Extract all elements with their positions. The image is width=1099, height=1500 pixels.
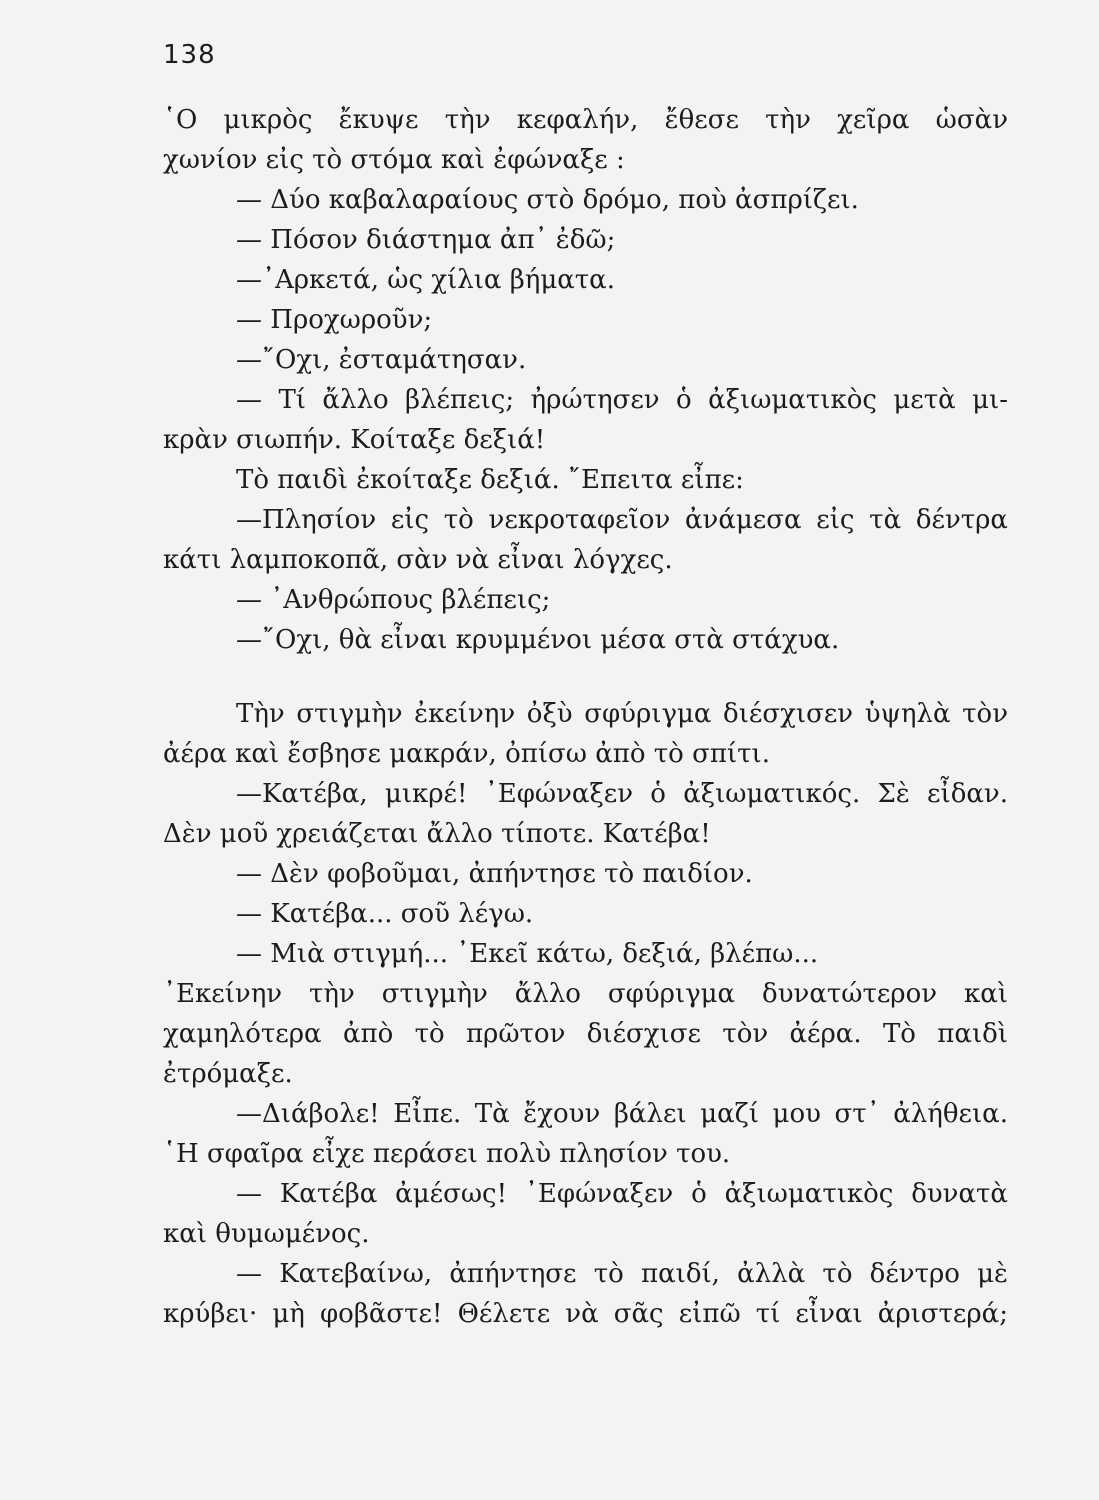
text-line: χωνίον εἰς τὸ στόμα καὶ ἐφώναξε : [163,145,625,175]
text-line: — Τί ἄλλο βλέπεις; ἠρώτησεν ὁ ἀξιωματικὸς μετὰ μι- [236,385,1008,415]
text-line: — Κατεβαίνω, ἀπήντησε τὸ παιδί, ἀλλὰ τὸ δέντρο μὲ [236,1259,1008,1289]
text-line: —῎Οχι, θὰ εἶναι κρυμμένοι μέσα στὰ στάχυα. [236,625,840,655]
text-line: —Διάβολε! Εἶπε. Τὰ ἔχουν βάλει μαζί μου στ᾽ ἀλήθεια. [236,1099,1008,1129]
text-line: ῾Η σφαῖρα εἶχε περάσει πολὺ πλησίον του. [163,1139,731,1169]
text-line: —῎Οχι, ἐσταμάτησαν. [236,345,527,375]
text-line: — Μιὰ στιγμή... ᾽Εκεῖ κάτω, δεξιά, βλέπω... [236,939,819,969]
text-line: — ᾽Ανθρώπους βλέπεις; [236,585,551,615]
text-line: Δὲν μοῦ χρειάζεται ἄλλο τίποτε. Κατέβα! [163,819,711,849]
text-line: ῾Ο μικρὸς ἔκυψε τὴν κεφαλήν, ἔθεσε τὴν χεῖρα ὡσὰν [163,105,1008,135]
text-line: — Πόσον διάστημα ἀπ᾽ ἐδῶ; [236,225,616,255]
body-text [163,100,1008,1334]
text-line: ἐτρόμαξε. [163,1059,293,1089]
text-line: ἀέρα καὶ ἔσβησε μακράν, ὀπίσω ἀπὸ τὸ σπίτι. [163,739,770,769]
text-line: —Κατέβα, μικρέ! ᾽Εφώναξεν ὁ ἀξιωματικός. Σὲ εἶδαν. [236,779,1008,809]
text-line: — Προχωροῦν; [236,305,433,335]
text-line: — Δὲν φοβοῦμαι, ἀπήντησε τὸ παιδίον. [236,859,753,889]
text-line: κρύβει· μὴ φοβᾶστε! Θέλετε νὰ σᾶς εἰπῶ τί εἶναι ἀριστερά; [163,1299,1008,1329]
text-line: κάτι λαμποκοπᾶ, σὰν νὰ εἶναι λόγχες. [163,545,673,575]
text-line: ᾽Εκείνην τὴν στιγμὴν ἄλλο σφύριγμα δυνατώτερον καὶ [163,979,1008,1009]
text-line: κρὰν σιωπήν. Κοίταξε δεξιά! [163,425,546,455]
text-line: — Δύο καβαλαραίους στὸ δρόμο, ποὺ ἀσπρίζει. [236,185,859,215]
text-line: —Πλησίον εἰς τὸ νεκροταφεῖον ἀνάμεσα εἰς τὰ δέντρα [236,505,1008,535]
text-line: Τὴν στιγμὴν ἐκείνην ὀξὺ σφύριγμα διέσχισεν ὑψηλὰ τὸν [236,699,1008,729]
text-line: Τὸ παιδὶ ἐκοίταξε δεξιά. ῎Επειτα εἶπε: [236,465,744,495]
text-line: — Κατέβα ἀμέσως! ᾽Εφώναξεν ὁ ἀξιωματικὸς δυνατὰ [236,1179,1008,1209]
section-break [163,660,1008,694]
text-line: χαμηλότερα ἀπὸ τὸ πρῶτον διέσχισε τὸν ἀέρα. Τὸ παιδὶ [163,1019,1008,1049]
text-line: —᾽Αρκετά, ὡς χίλια βήματα. [236,265,615,295]
text-line: — Κατέβα... σοῦ λέγω. [236,899,534,929]
page-number: 138 [163,40,216,70]
text-line: καὶ θυμωμένος. [163,1219,370,1249]
